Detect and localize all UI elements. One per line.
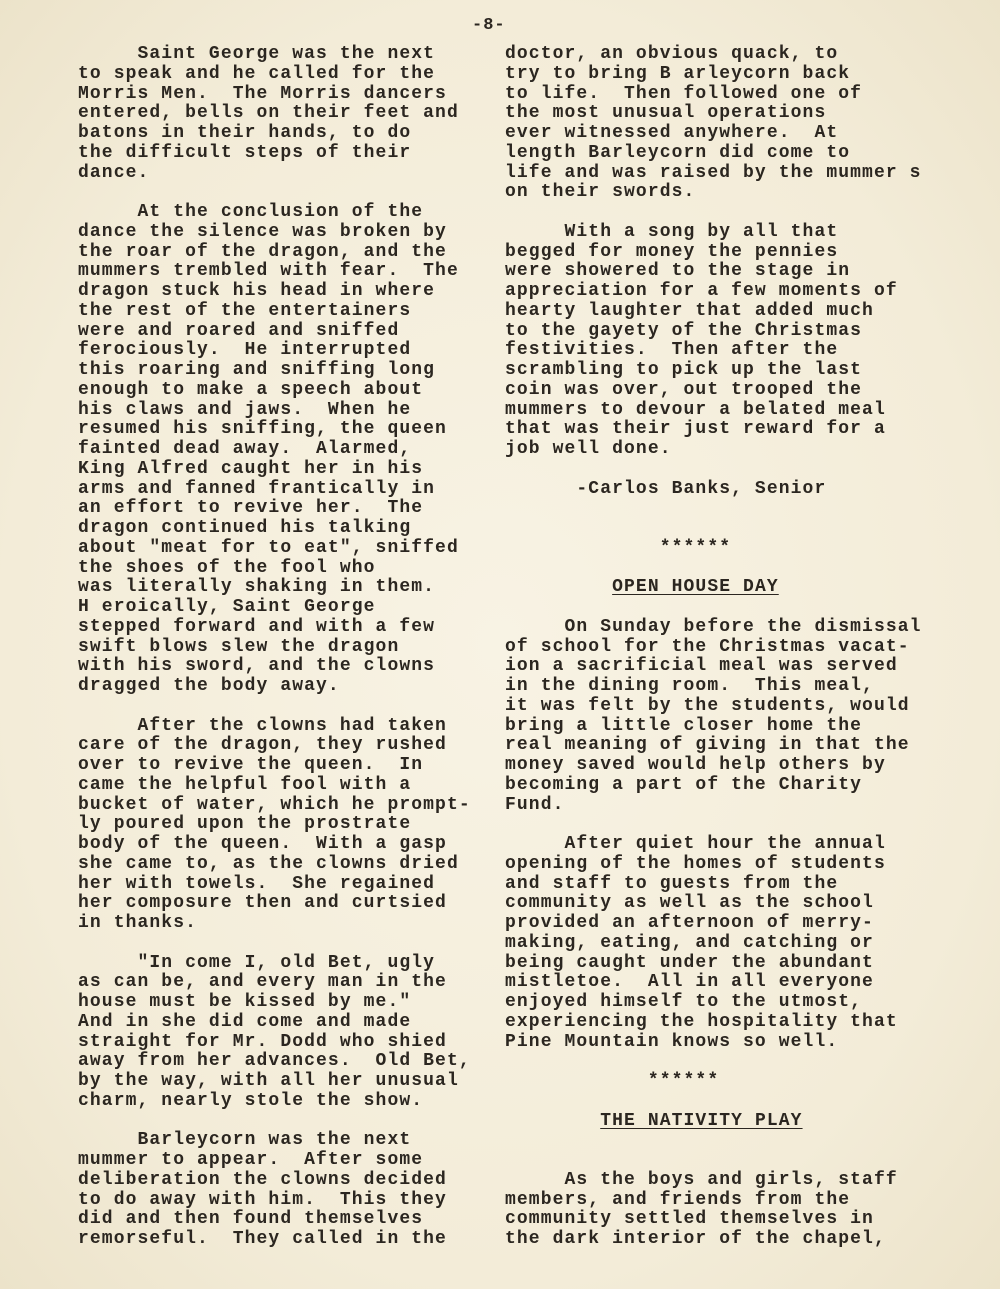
text-line: mistletoe. All in all everyone [505, 972, 874, 993]
text-line: was literally shaking in them. [78, 577, 436, 598]
text-line: away from her advances. Old Bet, [78, 1051, 471, 1072]
blank-line [505, 203, 935, 223]
text-line: making, eating, and catching or [505, 932, 874, 953]
blank-line [78, 934, 488, 954]
blank-line [505, 815, 935, 835]
text-line: the roar of the dragon, and the [78, 241, 447, 262]
text-line: mummer to appear. After some [78, 1150, 424, 1170]
text-line: mummers to devour a belated meal [505, 399, 886, 420]
text-line: enjoyed himself to the utmost, [505, 992, 863, 1012]
text-line: festivities. Then after the [505, 340, 839, 361]
text-line: being caught under the abundant [505, 952, 874, 973]
text-line: entered, bells on their feet and [78, 103, 459, 124]
text-line: community settled themselves in [505, 1209, 874, 1230]
text-line: At the conclusion of the [78, 202, 424, 222]
text-line: batons in their hands, to do [78, 123, 412, 143]
section-heading [505, 1112, 935, 1132]
text-line: bucket of water, which he prompt- [78, 794, 471, 815]
text-line: bring a little closer home the [505, 715, 863, 736]
text-line: care of the dragon, they rushed [78, 735, 447, 756]
text-line: community as well as the school [505, 893, 874, 914]
text-line: came the helpful fool with a [78, 774, 412, 795]
text-line: of school for the Christmas vacat- [505, 636, 910, 657]
text-line: hearty laughter that added much [505, 300, 874, 321]
text-line: in the dining room. This meal, [505, 676, 874, 696]
text-line: On Sunday before the dismissal [505, 616, 922, 637]
right-column [505, 45, 935, 1250]
text-line: stepped forward and with a few [78, 616, 436, 637]
text-line: deliberation the clowns decided [78, 1169, 447, 1190]
text-line: ion a sacrificial meal was served [505, 656, 898, 677]
text-line: members, and friends from the [505, 1189, 851, 1210]
blank-line [505, 1052, 935, 1072]
text-line: As the boys and girls, staff [505, 1169, 898, 1190]
text-line: about "meat for to eat", sniffed [78, 537, 459, 558]
text-line: the shoes of the fool who [78, 557, 376, 578]
text-line: ever witnessed anywhere. At [505, 123, 839, 143]
text-line: body of the queen. With a gasp [78, 834, 447, 854]
text-line: life and was raised by the mummer s [505, 162, 922, 183]
text-line: ly poured upon the prostrate [78, 814, 412, 835]
text-line: swift blows slew the dragon [78, 636, 400, 657]
text-line: the rest of the entertainers [78, 300, 412, 321]
text-line: straight for Mr. Dodd who shied [78, 1031, 447, 1052]
text-line: her composure then and curtsied [78, 893, 447, 914]
text-line: with his sword, and the clowns [78, 656, 436, 677]
text-line: dragon continued his talking [78, 518, 412, 538]
text-line: in thanks. [78, 913, 198, 933]
text-line: were and roared and sniffed [78, 320, 400, 341]
text-line: house must be kissed by me." [78, 992, 412, 1012]
text-line: his claws and jaws. When he [78, 399, 412, 420]
blank-line [505, 499, 935, 519]
blank-line [505, 559, 935, 579]
text-line: experiencing the hospitality that [505, 1011, 898, 1032]
text-line: job well done. [505, 439, 672, 459]
text-line: as can be, and every man in the [78, 972, 447, 993]
blank-line [78, 1112, 488, 1132]
text-line: dance the silence was broken by [78, 221, 447, 242]
blank-line [505, 1092, 935, 1112]
text-line: real meaning of giving in that the [505, 735, 910, 756]
text-line: becoming a part of the Charity [505, 774, 863, 795]
text-line: her with towels. She regained [78, 873, 436, 894]
text-line: And in she did come and made [78, 1011, 412, 1032]
text-line: it was felt by the students, would [505, 695, 910, 716]
text-line: charm, nearly stole the show. [78, 1090, 424, 1111]
text-line: to life. Then followed one of [505, 83, 863, 104]
text-line: the most unusual operations [505, 103, 827, 124]
section-heading [505, 578, 935, 598]
text-line: begged for money the pennies [505, 241, 839, 262]
text-line: Morris Men. The Morris dancers [78, 83, 447, 104]
text-line: ferociously. He interrupted [78, 340, 412, 361]
text-line: Barleycorn was the next [78, 1130, 412, 1151]
text-line: this roaring and sniffing long [78, 360, 436, 380]
text-line: doctor, an obvious quack, to [505, 44, 839, 64]
text-line: arms and fanned frantically in [78, 478, 436, 499]
text-line: coin was over, out trooped the [505, 379, 863, 400]
blank-line [78, 697, 488, 717]
page-number: -8- [472, 16, 506, 35]
text-line: did and then found themselves [78, 1209, 424, 1230]
text-line: ****** [505, 537, 732, 558]
text-line: Fund. [505, 794, 565, 815]
text-line: dragon stuck his head in where [78, 281, 436, 301]
blank-line [505, 1131, 935, 1151]
text-line: "In come I, old Bet, ugly [78, 952, 436, 973]
text-line: mummers trembled with fear. The [78, 261, 459, 282]
text-line: With a song by all that [505, 221, 839, 242]
text-line: scrambling to pick up the last [505, 360, 863, 380]
left-column [78, 45, 488, 1250]
text-line: dance. [78, 162, 150, 183]
blank-line [505, 460, 935, 480]
text-line: were showered to the stage in [505, 261, 851, 282]
text-line: and staff to guests from the [505, 873, 839, 894]
blank-line [505, 519, 935, 539]
text-line: ****** [505, 1071, 720, 1091]
text-line: that was their just reward for a [505, 419, 886, 440]
blank-line [505, 598, 935, 618]
text-line: After the clowns had taken [78, 715, 447, 736]
text-line: King Alfred caught her in his [78, 458, 424, 479]
section-heading-text: OPEN HOUSE DAY [612, 577, 779, 598]
text-line: H eroically, Saint George [78, 597, 376, 617]
text-line: to the gayety of the Christmas [505, 320, 863, 341]
text-line: resumed his sniffing, the queen [78, 419, 447, 440]
text-line: by the way, with all her unusual [78, 1071, 459, 1091]
text-line: dragged the body away. [78, 676, 340, 696]
text-line: the dark interior of the chapel, [505, 1229, 886, 1249]
text-line: Pine Mountain knows so well. [505, 1031, 839, 1052]
blank-line [505, 1151, 935, 1171]
text-line: provided an afternoon of merry- [505, 913, 874, 933]
text-line: on their swords. [505, 182, 696, 203]
text-line: she came to, as the clowns dried [78, 853, 459, 874]
text-line: appreciation for a few moments of [505, 281, 898, 301]
text-line: -Carlos Banks, Senior [505, 478, 827, 499]
text-line: to speak and he called for the [78, 63, 436, 84]
text-line: try to bring B arleycorn back [505, 63, 851, 84]
text-line: an effort to revive her. The [78, 498, 424, 519]
text-line: fainted dead away. Alarmed, [78, 439, 412, 459]
text-line: Saint George was the next [78, 44, 436, 64]
text-line: money saved would help others by [505, 755, 886, 775]
text-line: opening of the homes of students [505, 853, 886, 874]
text-line: enough to make a speech about [78, 379, 424, 400]
text-line: over to revive the queen. In [78, 755, 424, 775]
text-line: After quiet hour the annual [505, 834, 886, 854]
section-heading-text: THE NATIVITY PLAY [600, 1110, 803, 1131]
text-line: to do away with him. This they [78, 1189, 447, 1210]
text-line: the difficult steps of their [78, 142, 412, 163]
blank-line [78, 183, 488, 203]
text-line: length Barleycorn did come to [505, 142, 851, 163]
text-line: remorseful. They called in the [78, 1229, 447, 1249]
